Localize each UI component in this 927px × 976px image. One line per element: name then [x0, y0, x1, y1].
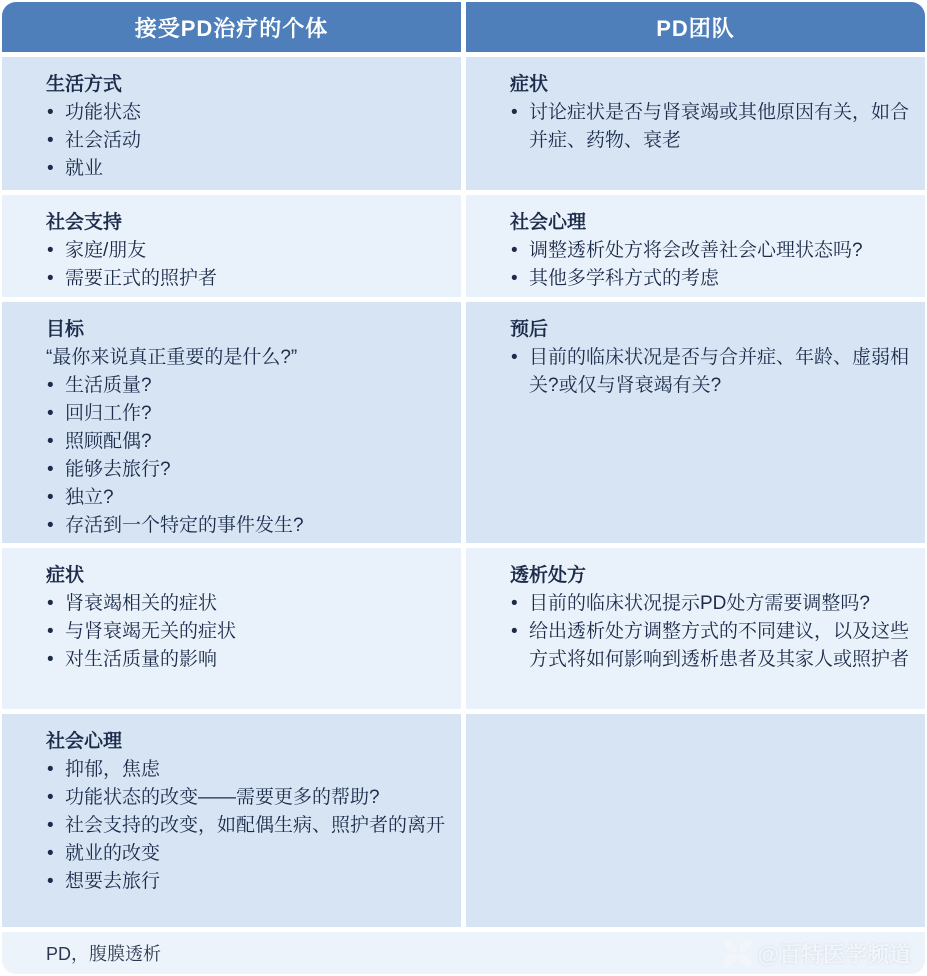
- section-heading: 生活方式: [46, 74, 123, 95]
- header-cell-pd-team: PD团队: [466, 2, 925, 52]
- section-heading: 症状: [46, 565, 85, 586]
- section-heading: 社会支持: [46, 212, 123, 233]
- table-row: [2, 57, 925, 190]
- bullet-item: • 需要正式的照护者: [46, 265, 445, 293]
- bullet-item: • 就业的改变: [46, 840, 445, 868]
- bullet-item: • 功能状态的改变——需要更多的帮助?: [46, 784, 445, 812]
- cell-left: [2, 302, 461, 543]
- cell-right: [466, 714, 925, 927]
- cell-left: [2, 195, 461, 297]
- cell-right: [466, 195, 925, 297]
- bullet-item: • 给出透析处方调整方式的不同建议，以及这些方式将如何影响到透析患者及其家人或照护者: [510, 618, 909, 674]
- table-row: [2, 195, 925, 297]
- bullet-item: • 讨论症状是否与肾衰竭或其他原因有关，如合并症、药物、衰老: [510, 99, 909, 155]
- cell-right: [466, 57, 925, 190]
- bullet-item: • 存活到一个特定的事件发生?: [46, 512, 445, 540]
- flower-logo-icon: [720, 935, 756, 971]
- header-cell-patient: 接受PD治疗的个体: [2, 2, 461, 52]
- bullet-item: • 就业: [46, 155, 445, 183]
- bullet-item: • 社会支持的改变，如配偶生病、照护者的离开: [46, 812, 445, 840]
- cell-right: [466, 302, 925, 543]
- bullet-list: [510, 237, 909, 293]
- section-heading: 社会心理: [46, 731, 123, 752]
- watermark-text: @百特医学频道: [757, 941, 911, 967]
- bullet-item: • 照顾配偶?: [46, 428, 445, 456]
- bullet-item: • 能够去旅行?: [46, 456, 445, 484]
- bullet-item: • 家庭/朋友: [46, 237, 445, 265]
- section-heading: 预后: [510, 319, 549, 340]
- bullet-list: [510, 344, 909, 400]
- bullet-item: • 目前的临床状况是否与合并症、年龄、虚弱相关?或仅与肾衰竭有关?: [510, 344, 909, 400]
- bullet-list: [46, 590, 445, 674]
- bullet-item: • 想要去旅行: [46, 868, 445, 896]
- cell-left: [2, 548, 461, 709]
- quote-line: “最你来说真正重要的是什么?”: [46, 347, 298, 368]
- bullet-list: [510, 99, 909, 155]
- cell-left: [2, 714, 461, 927]
- bullet-item: • 其他多学科方式的考虑: [510, 265, 909, 293]
- bullet-list: [46, 99, 445, 183]
- bullet-item: • 独立?: [46, 484, 445, 512]
- table-row: [2, 714, 925, 927]
- table-footer: [2, 932, 925, 974]
- bullet-item: • 与肾衰竭无关的症状: [46, 618, 445, 646]
- bullet-list: [510, 590, 909, 674]
- bullet-list: [46, 372, 445, 540]
- watermark: [720, 935, 911, 971]
- abbreviation-note: PD，腹膜透析: [46, 944, 162, 964]
- table-row: [2, 548, 925, 709]
- bullet-list: [46, 237, 445, 293]
- section-heading: 症状: [510, 74, 549, 95]
- bullet-item: • 抑郁，焦虑: [46, 756, 445, 784]
- bullet-list: [46, 756, 445, 896]
- cell-right: [466, 548, 925, 709]
- table-header-row: [2, 2, 925, 52]
- bullet-item: • 回归工作?: [46, 400, 445, 428]
- section-heading: 透析处方: [510, 565, 587, 586]
- bullet-item: • 功能状态: [46, 99, 445, 127]
- bullet-item: • 生活质量?: [46, 372, 445, 400]
- section-heading: 目标: [46, 319, 85, 340]
- table-body: [2, 57, 925, 927]
- table-row: [2, 302, 925, 543]
- bullet-item: • 社会活动: [46, 127, 445, 155]
- bullet-item: • 目前的临床状况提示PD处方需要调整吗?: [510, 590, 909, 618]
- bullet-item: • 调整透析处方将会改善社会心理状态吗?: [510, 237, 909, 265]
- cell-left: [2, 57, 461, 190]
- section-heading: 社会心理: [510, 212, 587, 233]
- bullet-item: • 对生活质量的影响: [46, 646, 445, 674]
- bullet-item: • 肾衰竭相关的症状: [46, 590, 445, 618]
